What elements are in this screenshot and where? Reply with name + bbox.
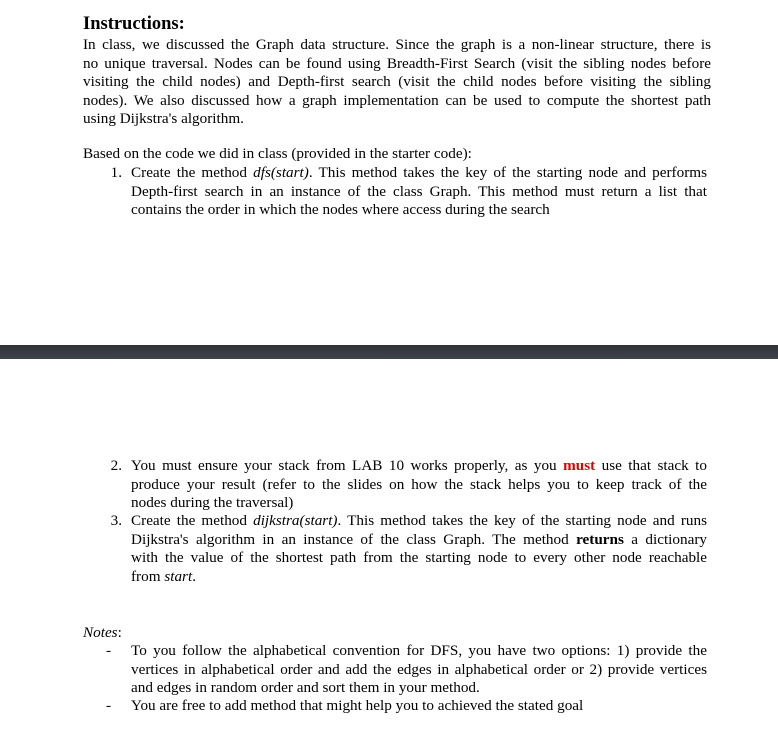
item-1-line-2: Depth-first search in an instance of the class Graph. This method must return a list that — [131, 182, 707, 200]
intro-line: using Dijkstra's algorithm. — [83, 110, 244, 128]
notes-colon: : — [117, 624, 122, 641]
item-number: 2. — [110, 457, 122, 474]
note-1-line-2: vertices in alphabetical order and add the edges in alphabetical order or 2) provide vertices — [131, 660, 707, 678]
item-3-text-d: a dictionary — [623, 530, 707, 548]
intro-line: In class, we discussed the Graph data structure. Since the graph is a non-linear structure, there is — [83, 36, 711, 53]
dijkstra-term: dijkstra(start) — [253, 512, 338, 529]
item-2-line-3: nodes during the traversal) — [131, 494, 294, 512]
intro-line: nodes). We also discussed how a graph implementation can be used to compute the shortest path — [83, 91, 711, 109]
item-1-suffix: . This method takes the key of the starting node and performs — [308, 164, 707, 181]
intro-line: no unique traversal. Nodes can be found using Breadth-First Search (visit the sibling nodes before — [83, 54, 711, 72]
bullet-dash: - — [106, 697, 112, 714]
note-1-text — [131, 642, 707, 698]
intro-line: visiting the child nodes) and Depth-first search (visit the child nodes before visiting the sibling — [83, 73, 711, 91]
intro-paragraph — [83, 36, 711, 129]
item-3-line-4 — [131, 568, 707, 587]
notes-label — [83, 624, 122, 643]
start-term: start — [164, 567, 193, 585]
item-3-text-e: from — [131, 567, 165, 585]
note-1-line-1: To you follow the alphabetical convention for DFS, you have two options: 1) provide the — [131, 642, 707, 659]
item-3-text-c: Dijkstra's algorithm in an instance of the class Graph. The method — [131, 530, 577, 548]
based-on-text: Based on the code we did in class (provided in the starter code): — [83, 145, 472, 162]
item-3-text-b: . This method takes the key of the starting node and runs — [337, 512, 707, 529]
item-3-line-3: with the value of the shortest path from the starting node to every other node reachable — [131, 549, 707, 567]
bullet-dash: - — [106, 642, 112, 659]
item-1-line-3: contains the order in which the nodes where access during the search — [131, 201, 550, 219]
item-number: 1. — [110, 164, 122, 181]
item-2-line-1 — [131, 457, 707, 476]
item-number: 3. — [110, 512, 122, 529]
item-2-text-b: use that stack to — [595, 457, 707, 474]
item-2-line-2: produce your result (refer to the slides on how the stack helps you to keep track of the — [131, 475, 707, 493]
item-2-text-a: You must ensure your stack from LAB 10 works properly, as you — [131, 457, 564, 474]
item-3-line-1 — [131, 512, 707, 531]
must-emphasis: must — [563, 457, 596, 474]
notes-label-text: Notes — [83, 624, 118, 641]
item-1-text — [131, 164, 707, 220]
note-2-line-1: You are free to add method that might help you to achieved the stated goal — [131, 697, 584, 714]
item-3-text-a: Create the method — [131, 512, 254, 529]
item-3-line-2 — [131, 531, 707, 550]
dfs-term: dfs(start) — [253, 164, 309, 181]
note-2-text — [131, 697, 707, 716]
item-2-text — [131, 457, 707, 513]
note-1-line-3: and edges in random order and sort them in your method. — [131, 679, 480, 697]
item-3-text — [131, 512, 707, 586]
instructions-heading: Instructions: — [83, 14, 185, 34]
page-divider — [0, 345, 778, 359]
item-1-line-1 — [131, 164, 707, 183]
item-1-prefix: Create the method — [131, 164, 254, 181]
returns-emphasis: returns — [576, 530, 624, 548]
item-3-text-f: . — [192, 567, 196, 585]
